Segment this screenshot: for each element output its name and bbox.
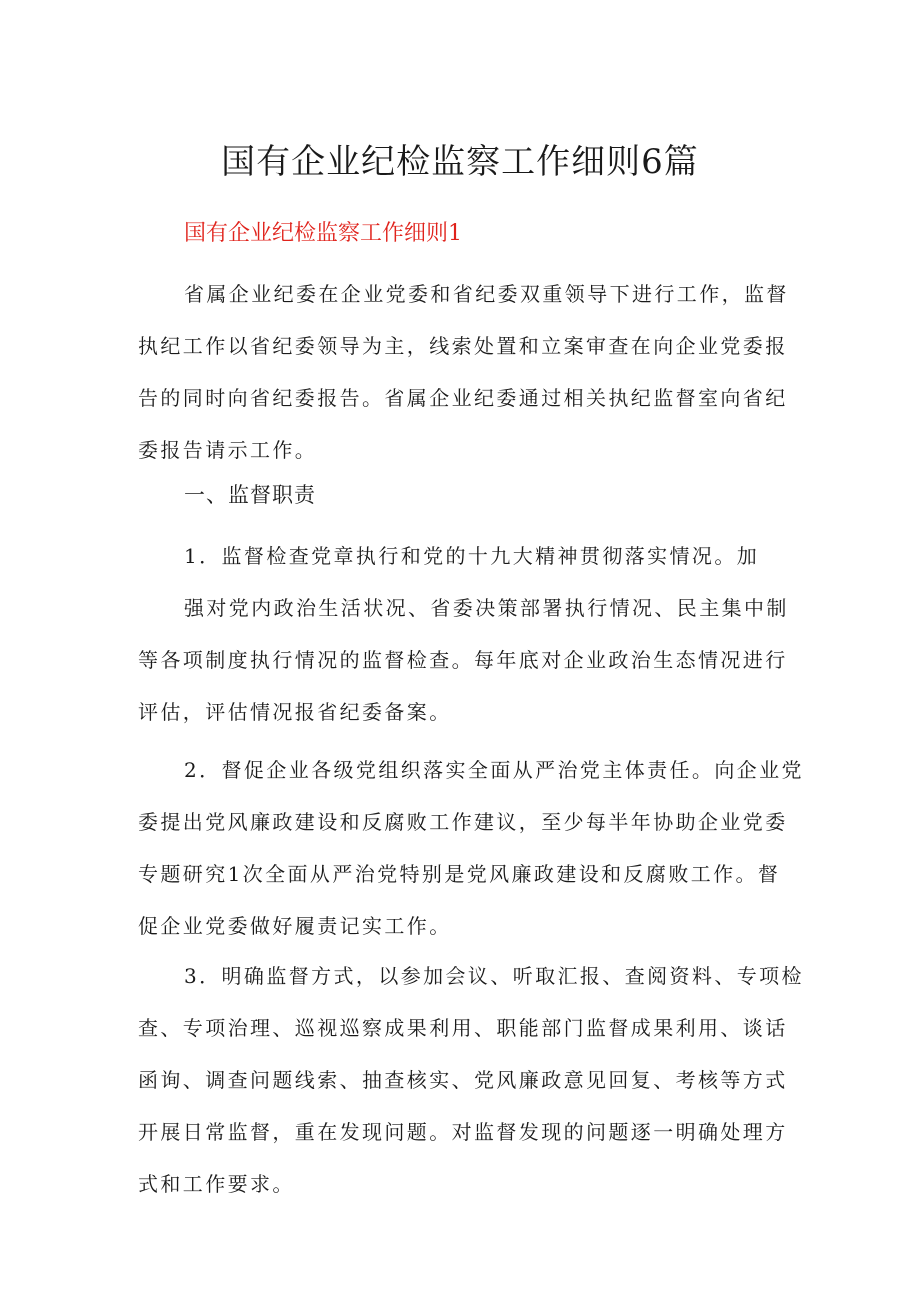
paragraph-line: 执纪工作以省纪委领导为主，线索处置和立案审查在向企业党委报 xyxy=(138,334,788,358)
paragraph-line: 专题研究1次全面从严治党特别是党风廉政建设和反腐败工作。督 xyxy=(138,862,781,886)
paragraph-line: 3．明确监督方式，以参加会议、听取汇报、查阅资料、专项检 xyxy=(184,964,804,988)
paragraph-line: 查、专项治理、巡视巡察成果利用、职能部门监督成果利用、谈话 xyxy=(138,1016,788,1040)
paragraph-line: 式和工作要求。 xyxy=(138,1172,295,1196)
paragraph-line: 1．监督检查党章执行和党的十九大精神贯彻落实情况。加 xyxy=(184,544,760,568)
section-title: 国有企业纪检监察工作细则1 xyxy=(184,221,462,246)
paragraph-line: 委提出党风廉政建设和反腐败工作建议，至少每半年协助企业党委 xyxy=(138,810,788,834)
paragraph-line: 强对党内政治生活状况、省委决策部署执行情况、民主集中制 xyxy=(184,596,789,620)
item-1-paragraph xyxy=(138,530,788,738)
paragraph-line: 2．督促企业各级党组织落实全面从严治党主体责任。向企业党 xyxy=(184,758,804,782)
intro-paragraph xyxy=(138,268,788,476)
paragraph-line: 等各项制度执行情况的监督检查。每年底对企业政治生态情况进行 xyxy=(138,648,788,672)
heading-supervision-duties: 一、监督职责 xyxy=(184,483,316,507)
document-title: 国有企业纪检监察工作细则6篇 xyxy=(221,142,699,182)
paragraph-line: 告的同时向省纪委报告。省属企业纪委通过相关执纪监督室向省纪 xyxy=(138,386,788,410)
item-3-paragraph xyxy=(138,950,804,1210)
paragraph-line: 省属企业纪委在企业党委和省纪委双重领导下进行工作，监督 xyxy=(184,282,789,306)
paragraph-line: 函询、调查问题线索、抽查核实、党风廉政意见回复、考核等方式 xyxy=(138,1068,788,1092)
paragraph-line: 评估，评估情况报省纪委备案。 xyxy=(138,700,452,724)
paragraph-line: 委报告请示工作。 xyxy=(138,438,318,462)
paragraph-line: 开展日常监督，重在发现问题。对监督发现的问题逐一明确处理方 xyxy=(138,1120,788,1144)
paragraph-line: 促企业党委做好履责记实工作。 xyxy=(138,914,452,938)
item-2-paragraph xyxy=(138,744,804,952)
